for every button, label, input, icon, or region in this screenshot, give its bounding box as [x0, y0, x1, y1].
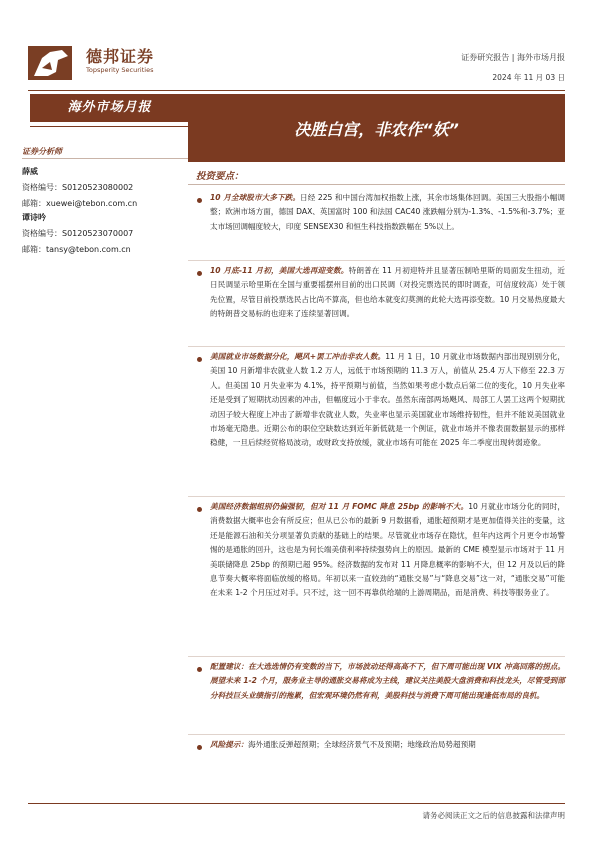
key-points-title: 投资要点： [196, 171, 244, 182]
risk-warning-label: 风险提示： [210, 740, 248, 749]
analyst-email[interactable]: 邮箱：xuewei@tebon.com.cn [22, 199, 138, 208]
bullet-icon [197, 357, 202, 362]
paragraph-divider [188, 346, 565, 347]
key-point-text: 11 月 1 日，10 月就业市场数据内部出现别别分化，美国 10 月新增非农就业人数 1.2 万人，远低于市场预期的 11.3 万人，前值从 25.4 万人下修至 22.3 万人。但美国 10 月失业率为 4.1%，持平预期与前值，当然如果考虑小数点后第二位的变化，10 月失业率还是受到了短期扰动因素的冲击，但幅度远小于非农。虽然东南部两场飓风、局部工人罢工这两个短期扰动因子较大程度上冲击了新增非农就业人数，失业率也显示美国就业市场维持韧性，但并不能说美国就业市场毫无隐患。近期公布的职位空缺数达到近年新低就是一个例证，就业市场并不像表面数据显示的那样稳健，一旦后续经贸格局波动，或财政支持放缓，就业市场有可能在 2025 年二季度出现转弱迹象。 [210, 352, 565, 448]
company-name-en: Topsperity Securities [86, 66, 154, 74]
key-point-text: 特朗普在 11 月初迎特并且显著压制哈里斯的局面发生扭动，近日民调显示哈里斯在全国与重要摇摆州目前的出口民调（对投完票选民的即时调查，可信度较高）处于领先位置，尽管目前投票选民占比尚不算高，但也给本就变幻莫测的此轮大选再添变数。10 月交易热度最大的特朗普交易标的也迎来了连续显著回调。 [210, 266, 565, 319]
paragraph-divider [188, 496, 565, 497]
key-points-divider [188, 184, 565, 185]
analyst-cert: 资格编号：S0120523070007 [22, 229, 134, 238]
key-point-text: 日经 225 和中国台湾加权指数上涨，其余市场集体回调。美国三大股指小幅调整；欧洲市场方面，德国 DAX、英国富时 100 和法国 CAC40 涨跌幅分别为-1.3%、-1.5%和-3.7%；亚太市场回调幅度较大，印度 SENSEX30 和恒生科技指数跌幅在 5%以上。 [210, 193, 565, 231]
header-divider [28, 90, 565, 91]
bullet-icon [197, 667, 202, 672]
report-date: 2024 年 11 月 03 日 [492, 73, 565, 82]
key-point-paragraph [210, 660, 565, 703]
key-point-paragraph [210, 350, 565, 451]
report-type: 证券研究报告 | 海外市场月报 [461, 53, 565, 62]
key-point-paragraph [210, 191, 565, 234]
bullet-icon [197, 507, 202, 512]
report-category-banner: 海外市场月报 [30, 94, 189, 122]
key-point-highlight: 美国经济数据组别仍偏强韧，但对 11 月 FOMC 降息 25bp 的影响不大。 [210, 502, 469, 511]
analyst-divider [22, 158, 190, 159]
bullet-icon [197, 745, 202, 750]
allocation-advice: 配置建议：在大选选情仍有变数的当下，市场波动还得高高不下，但下周可能出现 VIX 冲高回落的拐点。展望未来 1-2 个月，服务业主导的通胀交易将成为主线，建议关注美股大盘消费和科技龙头，尽管受到部分科技巨头业绩指引的拖累，但宏观环境仍然有利，美股科技与消费下周可能出现逢低布局的良机。 [210, 662, 565, 700]
key-point-text: 10 月就业市场分化的同时，消费数据大概率也会有所反应；但从已公布的最新 9 月数据看，通胀超预期才是更加值得关注的变量，这还是能源石油和关分项显著负贡献的基础上的结果。尽管就业市场存在隐忧，但年内这两个月更令市场警惕的是通胀的回升，这也是为何长端美债利率持续强势向上的原因。最新的 CME 模型显示市场对于 11 月美联储降息 25bp 的预期已超 95%。经济数据的发布对 11 月降息概率的影响不大，但 12 月及以后的降息节奏大概率将面临放缓的格局。年初以来一直较劲的“通胀交易”与“降息交易”这一对，“通胀交易”可能在未来 1-2 个月压过对手。只不过，这一回不再靠供给端的上游周期品，而是消费、科技等服务业了。 [210, 502, 566, 598]
risk-warning-text: 海外通胀反弹超预期；全球经济景气不及预期；地缘政治局势超预期 [247, 740, 476, 749]
key-point-highlight: 10 月底-11 月初，美国大选再迎变数。 [210, 266, 349, 275]
analyst-name: 薛威 [22, 167, 38, 176]
analyst-cert: 资格编号：S0120523080002 [22, 183, 134, 192]
report-title: 决胜白宫，非农作“妖” [188, 94, 565, 162]
key-point-paragraph [210, 264, 565, 322]
bullet-icon [197, 271, 202, 276]
key-point-paragraph [210, 500, 565, 601]
analyst-name: 谭诗吟 [22, 213, 46, 222]
bullet-icon [197, 198, 202, 203]
paragraph-divider [188, 734, 565, 735]
footer-divider [28, 803, 565, 804]
paragraph-divider [188, 260, 565, 261]
company-name: 德邦证券 [86, 47, 155, 66]
key-point-highlight: 美国就业市场数据分化，飓风+罢工冲击非农人数。 [210, 352, 386, 361]
key-point-highlight: 10 月全球股市大多下跌。 [210, 193, 301, 202]
disclaimer-note: 请务必阅读正文之后的信息披露和法律声明 [422, 811, 565, 820]
left-divider [30, 126, 189, 127]
analyst-section-title: 证券分析师 [22, 147, 62, 156]
key-point-paragraph [210, 738, 565, 752]
paragraph-divider [188, 656, 565, 657]
company-logo-icon [28, 42, 76, 82]
analyst-email[interactable]: 邮箱：tansy@tebon.com.cn [22, 245, 131, 254]
